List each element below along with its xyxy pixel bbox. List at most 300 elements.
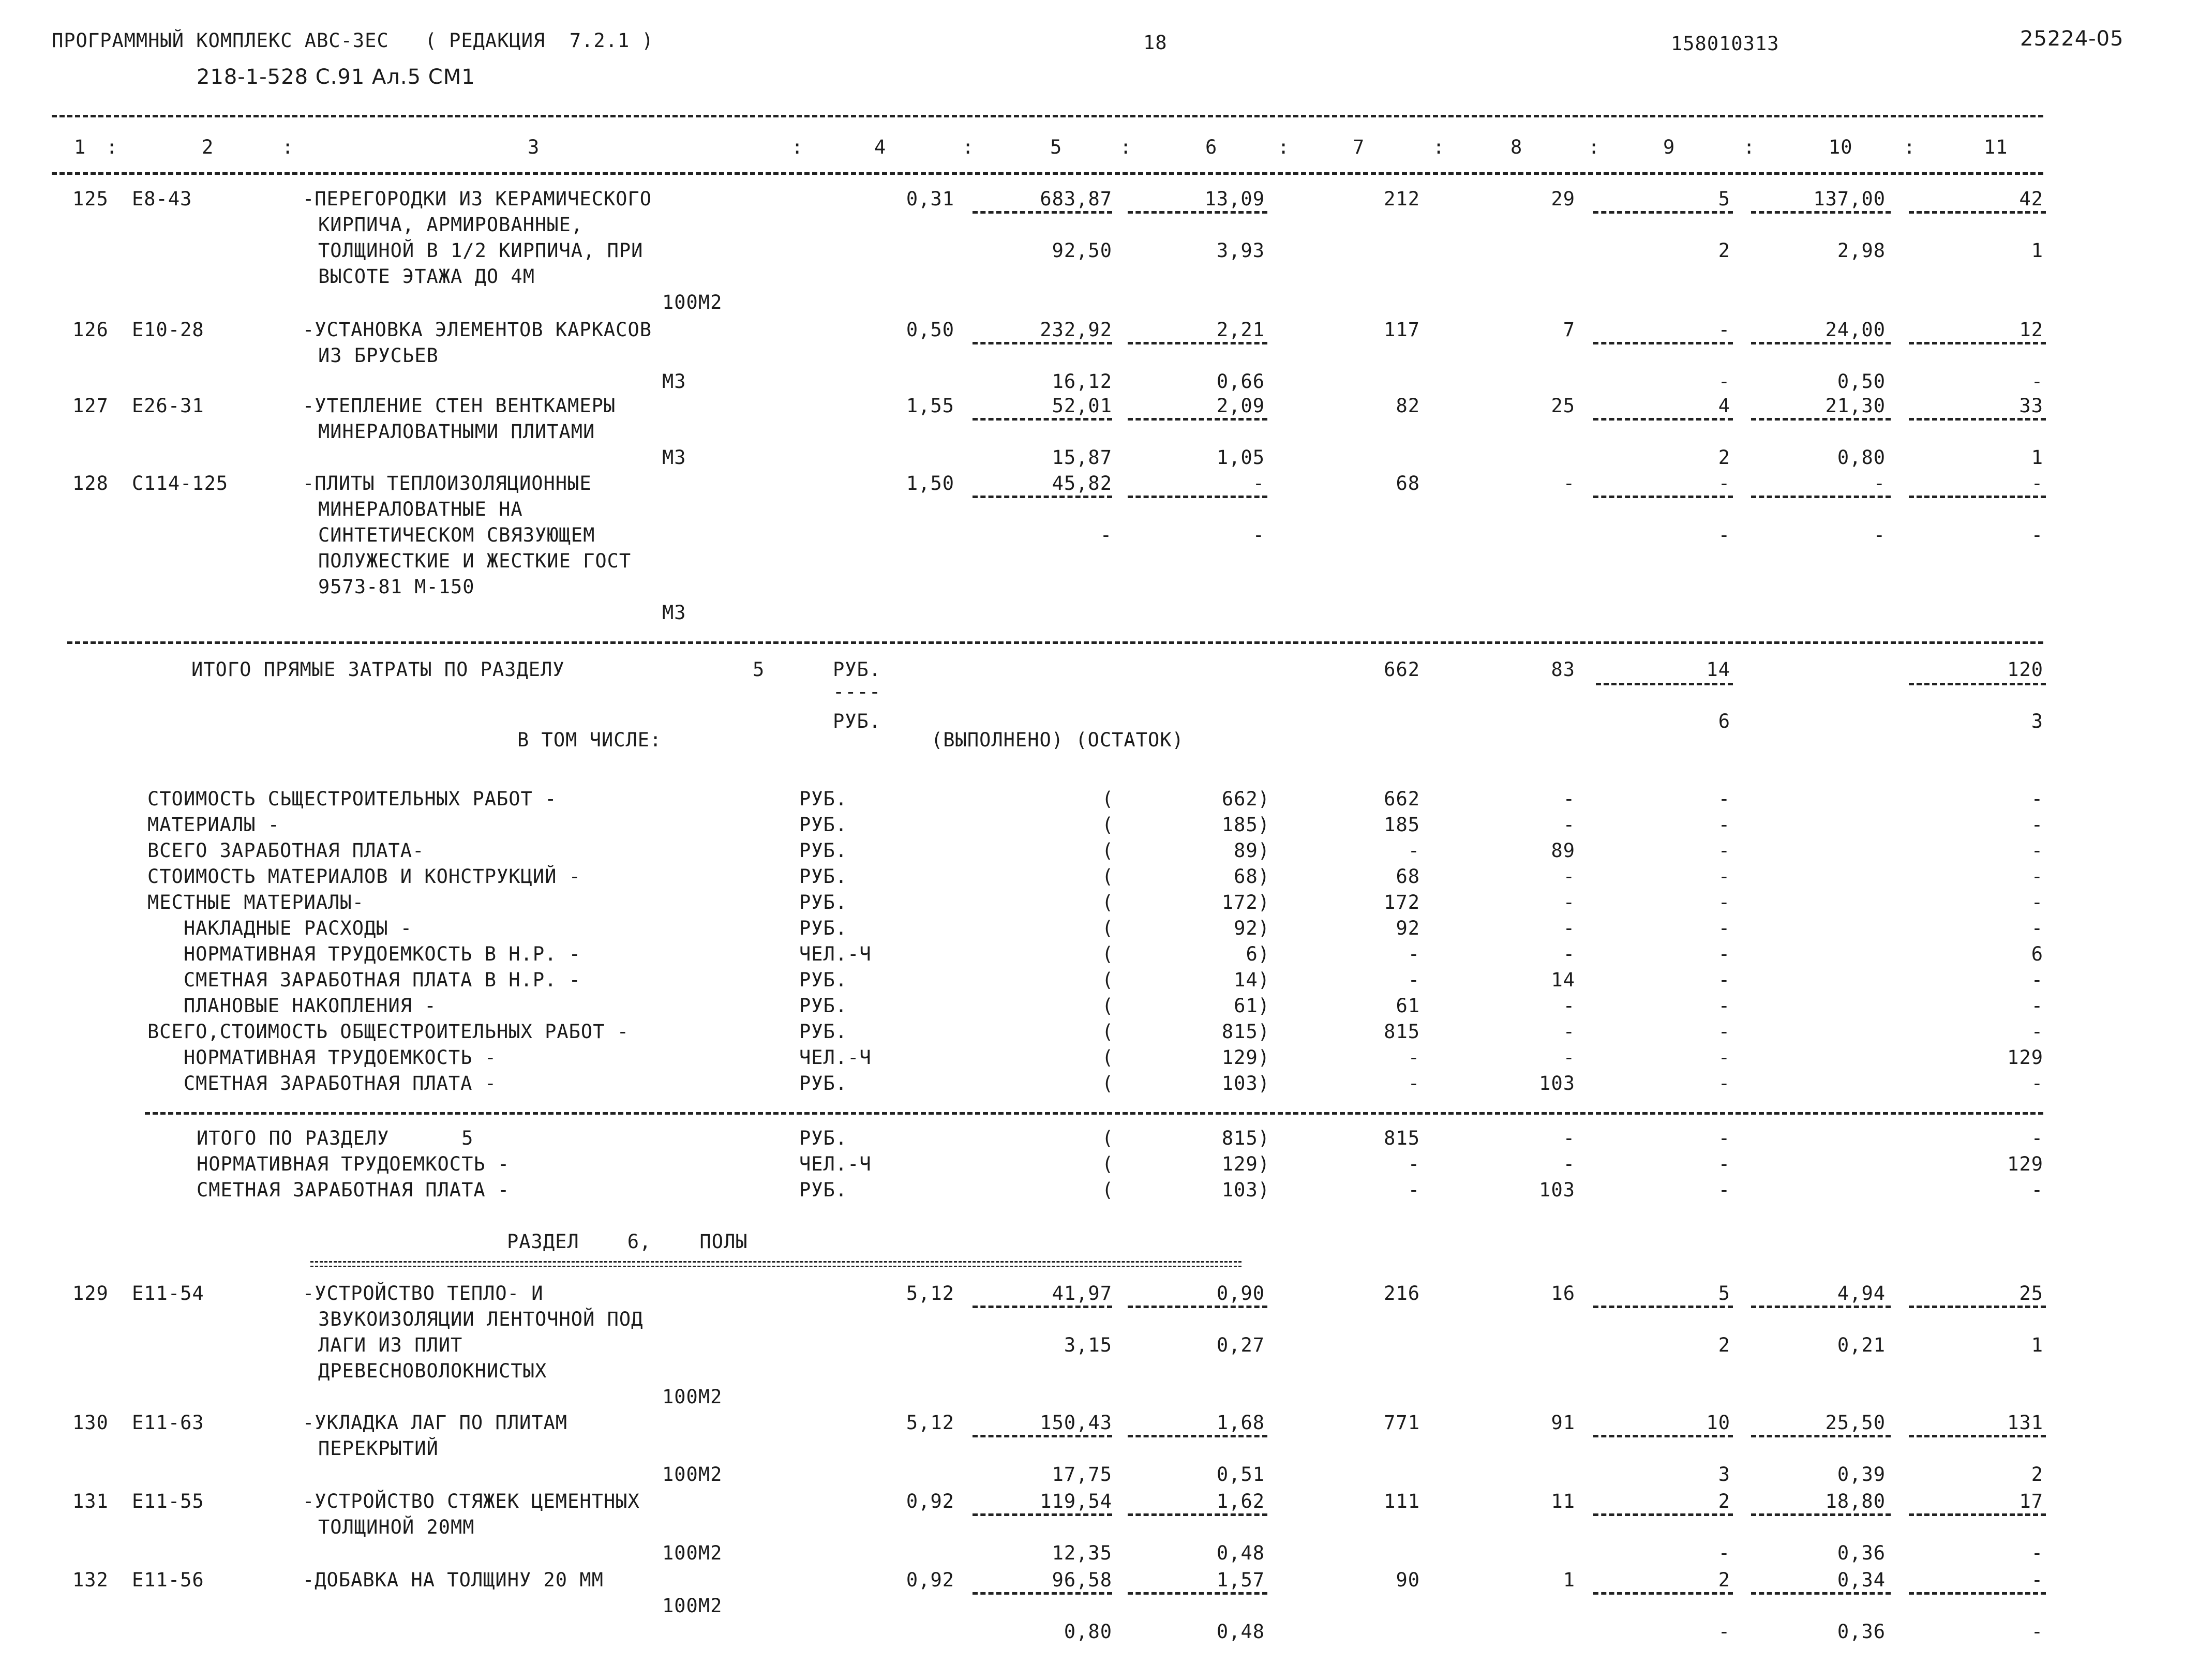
item-description: -ПЕРЕГОРОДКИ ИЗ КЕРАМИЧЕСКОГО <box>303 188 652 210</box>
breakdown-label: ИТОГО ПО РАЗДЕЛУ 5 <box>197 1127 474 1149</box>
item-description: МИНЕРАЛОВАТНЫМИ ПЛИТАМИ <box>318 421 595 443</box>
breakdown-cost: - <box>1408 1072 1420 1094</box>
breakdown-label: ВСЕГО ЗАРАБОТНАЯ ПЛАТА- <box>147 839 425 862</box>
breakdown-wage: 14 <box>1551 969 1575 991</box>
item-labor-rate: 25,50 <box>1825 1412 1886 1434</box>
item-number: 126 <box>72 319 109 341</box>
item-unit-cost-wage: 0,80 <box>1064 1621 1112 1643</box>
item-labor-total-2: - <box>2031 370 2043 393</box>
item-labor-total-2: 1 <box>2031 239 2043 262</box>
breakdown-cost: 68 <box>1396 865 1420 888</box>
breakdown-unit: РУБ. <box>799 917 848 939</box>
breakdown-cost: - <box>1408 1179 1420 1201</box>
breakdown-value: 662) <box>1221 788 1270 810</box>
item-divider <box>1593 1435 1733 1437</box>
column-header-7: 7 <box>1353 136 1365 158</box>
item-unit-wage: 1,57 <box>1216 1569 1265 1591</box>
item-machine-wage-2: 3 <box>1718 1463 1730 1486</box>
item-labor-rate-2: 0,39 <box>1837 1463 1886 1486</box>
item-quantity: 0,92 <box>906 1490 954 1512</box>
column-separator: : <box>1433 136 1445 158</box>
column-separator: : <box>1278 136 1290 158</box>
breakdown-cost: - <box>1408 1153 1420 1175</box>
breakdown-label: СТОИМОСТЬ МАТЕРИАЛОВ И КОНСТРУКЦИЙ - <box>147 865 581 888</box>
item-unit-wage-machine: 0,48 <box>1216 1621 1265 1643</box>
breakdown-cost: 172 <box>1384 891 1420 913</box>
breakdown-bracket: ( <box>1102 1153 1114 1175</box>
breakdown-labor: - <box>2031 865 2043 888</box>
item-divider <box>1593 496 1733 498</box>
item-unit: М3 <box>662 602 686 624</box>
column-separator: : <box>1904 136 1916 158</box>
item-code: Е11-56 <box>132 1569 204 1591</box>
item-description: ПОЛУЖЕСТКИЕ И ЖЕСТКИЕ ГОСТ <box>318 550 632 572</box>
item-total-cost: 90 <box>1396 1569 1420 1591</box>
breakdown-cost: 662 <box>1384 788 1420 810</box>
breakdown-machine-wage: - <box>1718 1127 1730 1149</box>
item-labor-rate: 4,94 <box>1837 1282 1886 1304</box>
item-unit-cost-wage: 16,12 <box>1052 370 1112 393</box>
item-machine-wage-2: 2 <box>1718 446 1730 469</box>
breakdown-bracket: ( <box>1102 839 1114 862</box>
column-header-11: 11 <box>1984 136 2008 158</box>
item-total-cost: 771 <box>1384 1412 1420 1434</box>
breakdown-labor: - <box>2031 1127 2043 1149</box>
item-total-cost: 216 <box>1384 1282 1420 1304</box>
item-unit-cost-wage: 12,35 <box>1052 1542 1112 1564</box>
item-total-wage: 16 <box>1551 1282 1575 1304</box>
item-divider <box>973 418 1112 421</box>
breakdown-label: МАТЕРИАЛЫ - <box>147 814 280 836</box>
item-number: 129 <box>72 1282 109 1304</box>
breakdown-machine-wage: - <box>1718 1021 1730 1043</box>
item-divider <box>1909 1513 2046 1516</box>
breakdown-value: 89) <box>1234 839 1270 862</box>
breakdown-bracket: ( <box>1102 814 1114 836</box>
breakdown-bracket: ( <box>1102 1072 1114 1094</box>
item-machine-wage-2: 2 <box>1718 239 1730 262</box>
breakdown-label: НОРМАТИВНАЯ ТРУДОЕМКОСТЬ В Н.Р. - <box>147 943 581 965</box>
section-total-number: 5 <box>753 658 765 681</box>
breakdown-label: НАКЛАДНЫЕ РАСХОДЫ - <box>147 917 413 939</box>
section-total-machine-wage-2: 6 <box>1718 710 1730 732</box>
item-number: 132 <box>72 1569 109 1591</box>
item-divider <box>1751 1306 1891 1308</box>
item-unit-wage-machine: 3,93 <box>1216 239 1265 262</box>
breakdown-labor: - <box>2031 814 2043 836</box>
item-description: КИРПИЧА, АРМИРОВАННЫЕ, <box>318 214 584 236</box>
breakdown-wage: - <box>1563 1021 1575 1043</box>
item-machine-wage: - <box>1718 472 1730 494</box>
item-unit-wage-machine: - <box>1252 524 1265 546</box>
column-separator: : <box>1588 136 1600 158</box>
item-divider <box>1909 1306 2046 1308</box>
breakdown-label: ПЛАНОВЫЕ НАКОПЛЕНИЯ - <box>147 995 437 1017</box>
section-6-underline <box>310 1261 1241 1267</box>
item-description: ТОЛЩИНОЙ В 1/2 КИРПИЧА, ПРИ <box>318 239 644 262</box>
breakdown-machine-wage: - <box>1718 917 1730 939</box>
section-total-cost: 662 <box>1384 658 1420 681</box>
item-divider <box>1128 1306 1267 1308</box>
item-description: -ДОБАВКА НА ТОЛЩИНУ 20 ММ <box>303 1569 604 1591</box>
item-labor-rate: - <box>1873 472 1886 494</box>
item-description: ИЗ БРУСЬЕВ <box>318 344 439 367</box>
item-unit-cost: 683,87 <box>1040 188 1112 210</box>
breakdown-bracket: ( <box>1102 865 1114 888</box>
breakdown-machine-wage: - <box>1718 995 1730 1017</box>
breakdown-cost: - <box>1408 943 1420 965</box>
column-separator: : <box>1120 136 1132 158</box>
breakdown-labor: - <box>2031 995 2043 1017</box>
breakdown-unit: РУБ. <box>799 891 848 913</box>
column-header-4: 4 <box>874 136 887 158</box>
done-remaining-label: (ВЫПОЛНЕНО) (ОСТАТОК) <box>931 729 1184 751</box>
item-labor-rate-2: 0,36 <box>1837 1621 1886 1643</box>
breakdown-labor: - <box>2031 1021 2043 1043</box>
item-number: 127 <box>72 395 109 417</box>
item-divider <box>1751 1592 1891 1595</box>
breakdown-unit: РУБ. <box>799 839 848 862</box>
item-description: ЗВУКОИЗОЛЯЦИИ ЛЕНТОЧНОЙ ПОД <box>318 1308 644 1330</box>
item-description: ТОЛЩИНОЙ 20ММ <box>318 1516 475 1538</box>
item-labor-total: 42 <box>2019 188 2043 210</box>
breakdown-machine-wage: - <box>1718 943 1730 965</box>
breakdown-cost: 185 <box>1384 814 1420 836</box>
item-total-wage: 25 <box>1551 395 1575 417</box>
item-labor-total: 12 <box>2019 319 2043 341</box>
item-labor-total-2: 2 <box>2031 1463 2043 1486</box>
item-total-cost: 82 <box>1396 395 1420 417</box>
item-number: 130 <box>72 1412 109 1434</box>
breakdown-labor: - <box>2031 1179 2043 1201</box>
item-machine-wage: 2 <box>1718 1569 1730 1591</box>
breakdown-value: 14) <box>1234 969 1270 991</box>
item-total-cost: 68 <box>1396 472 1420 494</box>
item-divider <box>1593 1513 1733 1516</box>
item-labor-rate-2: 0,36 <box>1837 1542 1886 1564</box>
item-unit-cost: 150,43 <box>1040 1412 1112 1434</box>
item-unit-wage: 1,62 <box>1216 1490 1265 1512</box>
item-labor-total-2: - <box>2031 1621 2043 1643</box>
breakdown-machine-wage: - <box>1718 1046 1730 1069</box>
item-divider <box>1128 1513 1267 1516</box>
breakdown-bracket: ( <box>1102 788 1114 810</box>
item-machine-wage-2: - <box>1718 524 1730 546</box>
item-unit-cost-wage: 92,50 <box>1052 239 1112 262</box>
breakdown-label: МЕСТНЫЕ МАТЕРИАЛЫ- <box>147 891 364 913</box>
section-total-unit: РУБ. <box>833 658 881 681</box>
breakdown-cost: 815 <box>1384 1021 1420 1043</box>
item-total-cost: 212 <box>1384 188 1420 210</box>
breakdown-unit: РУБ. <box>799 788 848 810</box>
item-divider <box>1593 211 1733 214</box>
item-code: Е8-43 <box>132 188 192 210</box>
item-quantity: 0,50 <box>906 319 954 341</box>
column-separator: : <box>106 136 118 158</box>
breakdown-cost: - <box>1408 839 1420 862</box>
item-total-wage: 11 <box>1551 1490 1575 1512</box>
breakdown-value: 103) <box>1221 1179 1270 1201</box>
item-unit-cost-wage: 3,15 <box>1064 1334 1112 1356</box>
item-total-wage: 7 <box>1563 319 1575 341</box>
item-labor-total-2: 1 <box>2031 1334 2043 1356</box>
breakdown-label: СМЕТНАЯ ЗАРАБОТНАЯ ПЛАТА - <box>197 1179 510 1201</box>
item-unit: 100М2 <box>662 1463 723 1486</box>
item-description: СИНТЕТИЧЕСКОМ СВЯЗУЮЩЕМ <box>318 524 595 546</box>
item-divider <box>973 1513 1112 1516</box>
breakdown-machine-wage: - <box>1718 1179 1730 1201</box>
item-number: 128 <box>72 472 109 494</box>
item-divider <box>1751 496 1891 498</box>
item-code: Е10-28 <box>132 319 204 341</box>
column-separator: : <box>962 136 975 158</box>
item-labor-total: - <box>2031 1569 2043 1591</box>
breakdown-bracket: ( <box>1102 1179 1114 1201</box>
item-description: 9573-81 М-150 <box>318 576 475 598</box>
item-unit-wage-machine: 0,27 <box>1216 1334 1265 1356</box>
item-unit-wage: 13,09 <box>1204 188 1265 210</box>
item-quantity: 1,50 <box>906 472 954 494</box>
item-total-wage: 1 <box>1563 1569 1575 1591</box>
item-unit-cost: 41,97 <box>1052 1282 1112 1304</box>
breakdown-cost: - <box>1408 969 1420 991</box>
item-description: -УКЛАДКА ЛАГ ПО ПЛИТАМ <box>303 1412 568 1434</box>
item-machine-wage-2: - <box>1718 1542 1730 1564</box>
breakdown-labor: - <box>2031 1072 2043 1094</box>
section-total-divider <box>1909 683 2046 685</box>
including-label: В ТОМ ЧИСЛЕ: <box>517 729 662 751</box>
breakdown-bracket: ( <box>1102 969 1114 991</box>
item-divider <box>1751 418 1891 421</box>
item-quantity: 5,12 <box>906 1412 954 1434</box>
item-labor-rate: 21,30 <box>1825 395 1886 417</box>
item-unit-cost: 119,54 <box>1040 1490 1112 1512</box>
column-header-5: 5 <box>1050 136 1063 158</box>
item-divider <box>1751 211 1891 214</box>
item-machine-wage: 4 <box>1718 395 1730 417</box>
item-unit: М3 <box>662 446 686 469</box>
item-labor-total: 17 <box>2019 1490 2043 1512</box>
item-divider <box>1751 1435 1891 1437</box>
breakdown-unit: ЧЕЛ.-Ч <box>799 943 872 965</box>
breakdown-machine-wage: - <box>1718 969 1730 991</box>
breakdown-bracket: ( <box>1102 1046 1114 1069</box>
item-labor-rate: 18,80 <box>1825 1490 1886 1512</box>
breakdown-cost: 815 <box>1384 1127 1420 1149</box>
item-unit-cost-wage: 15,87 <box>1052 446 1112 469</box>
item-divider <box>1593 418 1733 421</box>
column-separator: : <box>791 136 804 158</box>
rule-top <box>52 115 2043 117</box>
item-description: МИНЕРАЛОВАТНЫЕ НА <box>318 498 523 520</box>
breakdown-machine-wage: - <box>1718 1153 1730 1175</box>
breakdown-wage: - <box>1563 995 1575 1017</box>
item-divider <box>1128 496 1267 498</box>
item-machine-wage: 5 <box>1718 188 1730 210</box>
breakdown-bracket: ( <box>1102 1021 1114 1043</box>
section-total-unit-divider: ---- <box>833 681 881 703</box>
breakdown-wage: - <box>1563 943 1575 965</box>
breakdown-value: 92) <box>1234 917 1270 939</box>
breakdown-machine-wage: - <box>1718 1072 1730 1094</box>
section-total-unit-2: РУБ. <box>833 710 881 732</box>
breakdown-value: 68) <box>1234 865 1270 888</box>
breakdown-label: СТОИМОСТЬ СЬЩЕСТРОИТЕЛЬНЫХ РАБОТ - <box>147 788 557 810</box>
item-divider <box>973 211 1112 214</box>
project-reference: 218-1-528 С.91 Ал.5 СМ1 <box>197 65 475 89</box>
item-total-wage: 29 <box>1551 188 1575 210</box>
item-description: -УСТРОЙСТВО ТЕПЛО- И <box>303 1282 544 1304</box>
breakdown-machine-wage: - <box>1718 788 1730 810</box>
breakdown-wage: 103 <box>1539 1072 1575 1094</box>
rule-section-total <box>67 641 2043 644</box>
breakdown-value: 6) <box>1246 943 1270 965</box>
section-total-divider <box>1596 683 1733 685</box>
breakdown-unit: ЧЕЛ.-Ч <box>799 1153 872 1175</box>
item-labor-rate-2: 0,80 <box>1837 446 1886 469</box>
item-unit: М3 <box>662 370 686 393</box>
item-divider <box>1593 342 1733 344</box>
item-labor-total-2: 1 <box>2031 446 2043 469</box>
item-divider <box>1909 1435 2046 1437</box>
item-unit-wage-machine: 0,48 <box>1216 1542 1265 1564</box>
breakdown-unit: РУБ. <box>799 814 848 836</box>
breakdown-labor: 129 <box>2007 1153 2043 1175</box>
item-unit-wage-machine: 0,51 <box>1216 1463 1265 1486</box>
item-code: Е11-55 <box>132 1490 204 1512</box>
item-divider <box>973 496 1112 498</box>
breakdown-bracket: ( <box>1102 917 1114 939</box>
item-divider <box>1593 1306 1733 1308</box>
breakdown-bracket: ( <box>1102 995 1114 1017</box>
breakdown-unit: РУБ. <box>799 865 848 888</box>
item-divider <box>973 1592 1112 1595</box>
item-divider <box>1909 342 2046 344</box>
breakdown-label: СМЕТНАЯ ЗАРАБОТНАЯ ПЛАТА В Н.Р. - <box>147 969 581 991</box>
column-header-8: 8 <box>1510 136 1523 158</box>
item-machine-wage-2: - <box>1718 370 1730 393</box>
item-unit-wage: 0,90 <box>1216 1282 1265 1304</box>
item-description: ДРЕВЕСНОВОЛОКНИСТЫХ <box>318 1360 547 1382</box>
column-header-1: 1 <box>74 136 86 158</box>
breakdown-labor: - <box>2031 839 2043 862</box>
breakdown-wage: - <box>1563 1046 1575 1069</box>
item-unit: 100М2 <box>662 291 723 313</box>
item-unit: 100М2 <box>662 1386 723 1408</box>
item-description: ЛАГИ ИЗ ПЛИТ <box>318 1334 463 1356</box>
item-labor-rate-2: 2,98 <box>1837 239 1886 262</box>
rule-header <box>52 172 2043 175</box>
breakdown-machine-wage: - <box>1718 865 1730 888</box>
breakdown-labor: - <box>2031 969 2043 991</box>
breakdown-wage: - <box>1563 917 1575 939</box>
item-unit-cost: 52,01 <box>1052 395 1112 417</box>
item-unit: 100М2 <box>662 1542 723 1564</box>
item-divider <box>973 1435 1112 1437</box>
item-unit-cost-wage: 17,75 <box>1052 1463 1112 1486</box>
breakdown-bracket: ( <box>1102 943 1114 965</box>
item-divider <box>1128 1592 1267 1595</box>
item-machine-wage: 5 <box>1718 1282 1730 1304</box>
section-total-labor-2: 3 <box>2031 710 2043 732</box>
section-total-label: ИТОГО ПРЯМЫЕ ЗАТРАТЫ ПО РАЗДЕЛУ <box>191 658 565 681</box>
column-header-10: 10 <box>1829 136 1853 158</box>
item-divider <box>1593 1592 1733 1595</box>
item-unit-wage: 1,68 <box>1216 1412 1265 1434</box>
item-description: -УТЕПЛЕНИЕ СТЕН ВЕНТКАМЕРЫ <box>303 395 616 417</box>
item-labor-total-2: - <box>2031 524 2043 546</box>
breakdown-wage: - <box>1563 865 1575 888</box>
breakdown-value: 129) <box>1221 1046 1270 1069</box>
breakdown-labor: 129 <box>2007 1046 2043 1069</box>
item-unit-wage-machine: 0,66 <box>1216 370 1265 393</box>
item-quantity: 5,12 <box>906 1282 954 1304</box>
item-unit-cost: 232,92 <box>1040 319 1112 341</box>
column-header-6: 6 <box>1205 136 1218 158</box>
item-description: -ПЛИТЫ ТЕПЛОИЗОЛЯЦИОННЫЕ <box>303 472 592 494</box>
item-quantity: 1,55 <box>906 395 954 417</box>
breakdown-labor: - <box>2031 917 2043 939</box>
breakdown-wage: - <box>1563 891 1575 913</box>
breakdown-label: СМЕТНАЯ ЗАРАБОТНАЯ ПЛАТА - <box>147 1072 497 1094</box>
item-description: -УСТАНОВКА ЭЛЕМЕНТОВ КАРКАСОВ <box>303 319 652 341</box>
item-divider <box>1128 418 1267 421</box>
item-description: ВЫСОТЕ ЭТАЖА ДО 4М <box>318 265 535 288</box>
breakdown-machine-wage: - <box>1718 814 1730 836</box>
section-6-title: РАЗДЕЛ 6, ПОЛЫ <box>507 1231 748 1253</box>
sheet-number: 18 <box>1143 32 1168 54</box>
item-description: -УСТРОЙСТВО СТЯЖЕК ЦЕМЕНТНЫХ <box>303 1490 640 1512</box>
item-divider <box>973 1306 1112 1308</box>
item-description: ПЕРЕКРЫТИЙ <box>318 1437 439 1460</box>
item-divider <box>1128 1435 1267 1437</box>
breakdown-wage: - <box>1563 788 1575 810</box>
breakdown-cost: 61 <box>1396 995 1420 1017</box>
item-unit-wage: 2,09 <box>1216 395 1265 417</box>
item-code: С114-125 <box>132 472 229 494</box>
item-total-cost: 117 <box>1384 319 1420 341</box>
item-unit-wage-machine: 1,05 <box>1216 446 1265 469</box>
breakdown-unit: РУБ. <box>799 995 848 1017</box>
breakdown-value: 103) <box>1221 1072 1270 1094</box>
breakdown-unit: РУБ. <box>799 1021 848 1043</box>
column-header-2: 2 <box>202 136 214 158</box>
breakdown-wage: 89 <box>1551 839 1575 862</box>
section-total-labor: 120 <box>2007 658 2043 681</box>
item-divider <box>1909 211 2046 214</box>
breakdown-machine-wage: - <box>1718 891 1730 913</box>
item-divider <box>1751 1513 1891 1516</box>
column-separator: : <box>1743 136 1756 158</box>
item-divider <box>1909 496 2046 498</box>
breakdown-unit: РУБ. <box>799 1072 848 1094</box>
item-total-cost: 111 <box>1384 1490 1420 1512</box>
item-labor-total-2: - <box>2031 1542 2043 1564</box>
item-code: Е26-31 <box>132 395 204 417</box>
program-title: ПРОГРАММНЫЙ КОМПЛЕКС АВС-3ЕС ( РЕДАКЦИЯ 7.2.1 ) <box>52 29 654 52</box>
breakdown-cost: - <box>1408 1046 1420 1069</box>
item-labor-total: 33 <box>2019 395 2043 417</box>
column-header-9: 9 <box>1663 136 1676 158</box>
breakdown-wage: - <box>1563 1127 1575 1149</box>
breakdown-wage: - <box>1563 814 1575 836</box>
item-machine-wage: - <box>1718 319 1730 341</box>
breakdown-unit: РУБ. <box>799 1179 848 1201</box>
item-number: 125 <box>72 188 109 210</box>
breakdown-labor: 6 <box>2031 943 2043 965</box>
column-separator: : <box>282 136 294 158</box>
section-total-machine-wage: 14 <box>1706 658 1730 681</box>
